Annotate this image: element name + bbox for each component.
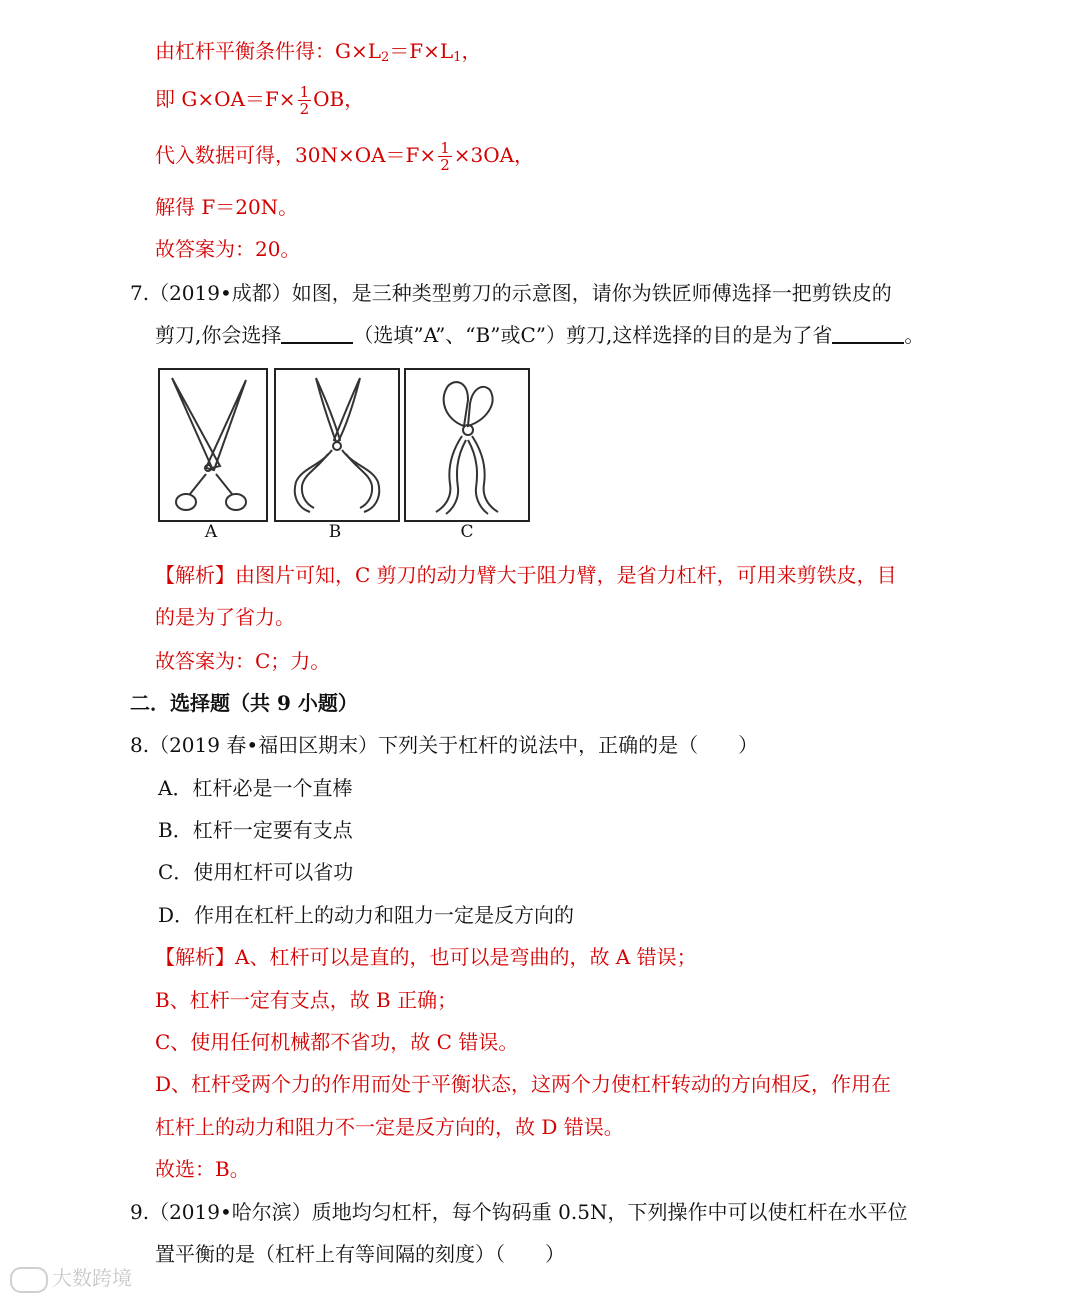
tin-snips-icon — [276, 370, 398, 520]
q8-option-a: A．杠杆必是一个直棒 — [158, 776, 353, 800]
q8-answer: 故选：B。 — [155, 1157, 250, 1181]
logo-icon — [10, 1267, 48, 1293]
q7-answer: 故答案为：C；力。 — [155, 649, 331, 673]
q8-option-b: B．杠杆一定要有支点 — [158, 818, 353, 842]
fraction-half: $\frac{1}{2}$ — [440, 139, 450, 174]
figure-b-label: B — [328, 522, 342, 542]
q8-analysis-line-4: D、杠杆受两个力的作用而处于平衡状态，这两个力使杠杆转动的方向相反，作用在 — [155, 1072, 892, 1096]
q8-option-c: C．使用杠杆可以省功 — [158, 860, 354, 884]
figure-c-label: C — [460, 522, 474, 542]
q7-stem-line-2: 剪刀,你会选择 （选填”A”、“B”或C”）剪刀,这样选择的目的是为了省 。 — [155, 323, 925, 347]
figure-b — [274, 368, 400, 522]
solution-line-2: 即 G×OA＝F× $\frac{1}{2}$ OB， — [155, 83, 365, 118]
q7-stem-line-1: 7.（2019•成都）如图，是三种类型剪刀的示意图，请你为铁匠师傅选择一把剪铁皮的 — [130, 281, 892, 305]
solution-line-3: 代入数据可得，30N×OA＝F× $\frac{1}{2}$ ×3OA， — [155, 139, 535, 174]
fraction-half: $\frac{1}{2}$ — [299, 83, 310, 118]
q8-analysis-line-5: 杠杆上的动力和阻力不一定是反方向的，故 D 错误。 — [155, 1115, 624, 1139]
q9-stem-line-2: 置平衡的是（杠杆上有等间隔的刻度）（ ） — [155, 1242, 565, 1266]
q8-analysis-line-3: C、使用任何机械都不省功，故 C 错误。 — [155, 1030, 519, 1054]
solution-line-4: 解得 F＝20N。 — [155, 195, 299, 219]
q8-stem: 8.（2019 春•福田区期末）下列关于杠杆的说法中，正确的是（ ） — [130, 733, 759, 757]
answer-blank — [832, 324, 904, 344]
q9-stem-line-1: 9.（2019•哈尔滨）质地均匀杠杆，每个钩码重 0.5N，下列操作中可以使杠杆在水平位 — [130, 1200, 908, 1224]
solution-line-1: 由杠杆平衡条件得：$G\times L_2=F\times L_1$， — [155, 39, 482, 65]
answer-blank — [281, 324, 353, 344]
section-heading: 二．选择题（共 9 小题） — [130, 691, 358, 715]
scissors-icon — [160, 370, 266, 520]
figure-c — [404, 368, 530, 522]
solution-answer: 故答案为：20。 — [155, 237, 301, 261]
q7-analysis-line-1: 【解析】由图片可知，C 剪刀的动力臂大于阻力臂，是省力杠杆，可用来剪铁皮，目 — [155, 563, 897, 587]
q8-option-d: D．作用在杠杆上的动力和阻力一定是反方向的 — [158, 903, 575, 927]
pruning-shears-icon — [406, 370, 528, 520]
q8-analysis-line-1: 【解析】A、杠杆可以是直的，也可以是弯曲的，故 A 错误； — [155, 945, 697, 969]
figure-a — [158, 368, 268, 522]
watermark: 大数跨境 — [10, 1262, 132, 1293]
figure-a-label: A — [204, 522, 218, 542]
q8-analysis-line-2: B、杠杆一定有支点，故 B 正确； — [155, 988, 458, 1012]
q7-analysis-line-2: 的是为了省力。 — [155, 605, 295, 629]
